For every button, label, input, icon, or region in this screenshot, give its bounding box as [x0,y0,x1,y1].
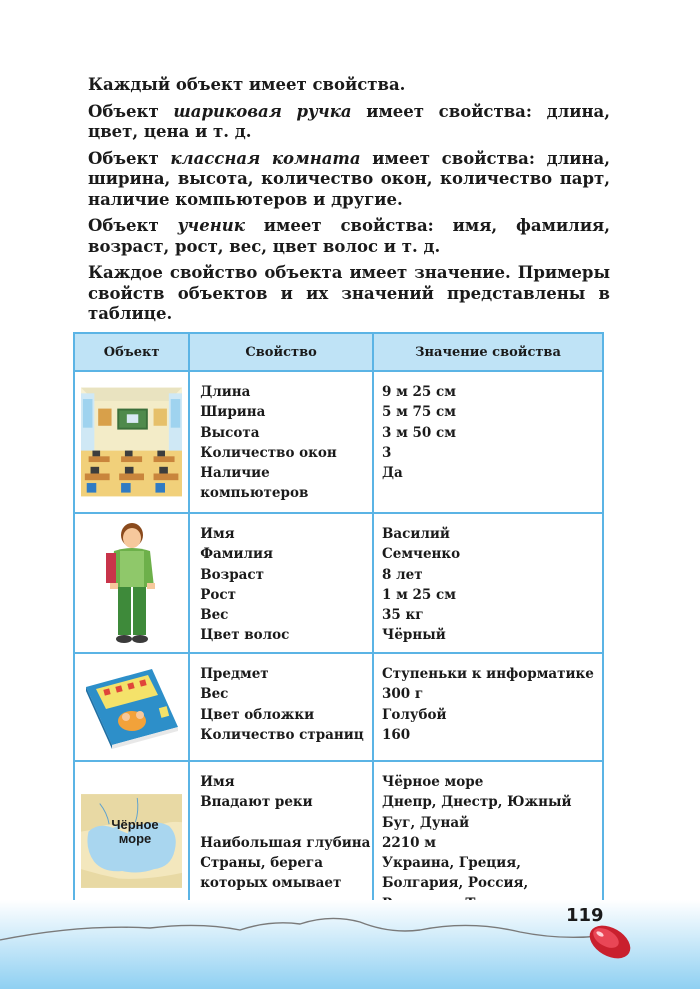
property-name [200,813,372,833]
text-run: . [399,75,406,94]
classroom-illustration [81,385,182,499]
table-row [74,653,603,761]
value-cell [373,371,603,513]
textbook-illustration [82,665,182,749]
value-cell [373,513,603,653]
property-value: 3 м 50 см [382,424,456,441]
value-cell [373,653,603,761]
property-value: Голубой [382,706,447,723]
student-image [81,522,182,644]
property-value: Да [382,465,403,482]
table-header-row [74,333,603,371]
property-name: Предмет [200,666,269,682]
property-name: Вес [200,686,229,703]
table-row [74,513,603,653]
property-name: Имя [200,526,235,542]
property-value: 160 [382,726,411,743]
body-text [88,75,610,331]
property-name: Цвет обложки [200,706,315,723]
footer-decoration [0,880,700,989]
property-name: Количество окон [200,444,337,461]
text-run: имеет свойства: длина, ширина, высота, количество окон, количество парт, наличие компьютеров и другие. [88,148,610,209]
object-cell [74,371,189,513]
property-cell [189,371,373,513]
text-run: Каждый объект имеет [88,75,313,94]
paragraph-4 [88,216,610,257]
property-name: Страны, берега которых омывает [200,855,342,892]
header-object: Объект [74,333,189,371]
header-property: Свойство [189,333,373,371]
properties-table [73,332,604,922]
property-name: Возраст [200,566,264,583]
classroom-image [81,380,182,504]
property-value: Василий [382,526,450,542]
property-name: Количество страниц [200,726,364,743]
property-value: 2210 м [382,834,436,851]
paragraph-5 [88,263,610,325]
paragraph-1 [88,75,610,96]
text-run: Объект [88,101,174,121]
term-properties: свойства [312,75,400,94]
property-name: Длина [200,384,251,400]
property-name: Ширина [200,404,266,421]
property-value: 300 г [382,686,424,703]
map-label [95,818,175,846]
property-value: 1 м 25 см [382,586,456,603]
property-value: Семченко [382,546,461,563]
text-run: имеет свойства: длина, цвет, цена и т. д. [88,101,610,141]
property-cell [189,513,373,653]
property-cell [189,653,373,761]
paragraph-3 [88,149,610,211]
property-value: 35 кг [382,607,424,624]
property-name: Высота [200,424,260,441]
header-value: Значение свойства [373,333,603,371]
text-run: Объект [88,148,171,168]
property-value: Чёрное море [382,774,484,790]
property-value: 3 [382,444,392,461]
property-value: Днепр, Днестр, Южный Буг, Дунай [382,794,572,831]
property-value: Чёрный [382,627,446,644]
property-name: Наличие компьютеров [200,465,309,502]
object-cell [74,513,189,653]
term-pen: шариковая ручка [173,101,352,121]
paragraph-2 [88,102,610,143]
property-name: Рост [200,586,236,603]
property-value: Украина, Греция, Болгария, Россия, [382,855,529,892]
property-value: Ступеньки к информатике [382,666,594,682]
property-name: Цвет волос [200,627,290,644]
property-name: Вес [200,607,229,624]
student-illustration [102,521,162,645]
property-value: 8 лет [382,566,423,583]
property-name: Впадают реки [200,794,313,811]
property-name: Наибольшая глубина [200,834,371,851]
text-run: имеет свойства: имя, фамилия, возраст, рост, вес, цвет волос и т. д. [88,216,610,256]
property-value: 5 м 75 см [382,404,456,421]
property-value: 9 м 25 см [382,384,456,400]
property-name: Имя [200,774,235,790]
term-classroom: классная комната [170,148,361,168]
map-label-text: Чёрное море [111,817,159,846]
object-cell [74,653,189,761]
property-name: Фамилия [200,546,273,563]
term-student: ученик [177,216,245,235]
page-number: 119 [566,905,604,926]
text-run: Объект [88,216,178,235]
table-row [74,371,603,513]
text-run: Каждое свойство объекта имеет значение. Примеры свойств объектов и их значений представлены в таблице. [88,263,610,323]
textbook-image [81,662,182,752]
